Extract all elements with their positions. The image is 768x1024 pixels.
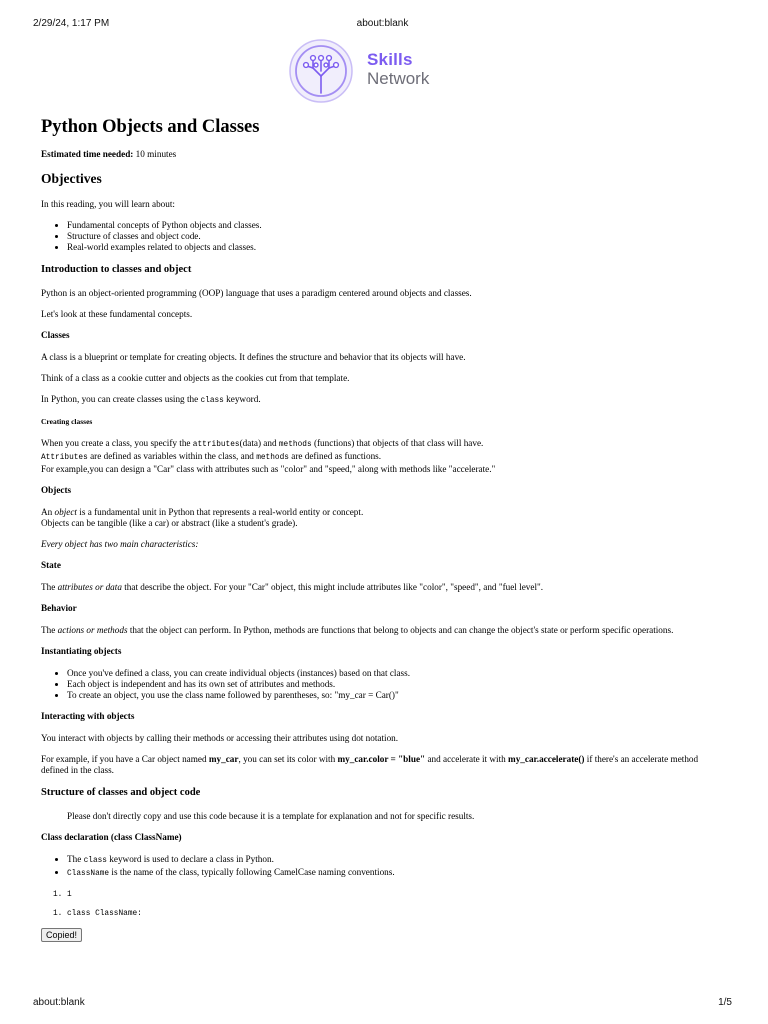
interacting-heading: Interacting with objects <box>41 711 135 721</box>
instantiating-list <box>67 668 721 701</box>
text-span: that the object can perform. In Python, methods are functions that belong to objects and can change the object's state or perform specific operations. <box>127 625 674 635</box>
document-body <box>41 116 721 942</box>
estimated-time-value: 10 minutes <box>135 149 177 159</box>
text-span: The <box>67 854 84 864</box>
text-span: (functions) that objects of that class will have. <box>311 438 484 448</box>
emphasis: actions or methods <box>57 625 128 635</box>
text-span: is the name of the class, typically following CamelCase naming conventions. <box>109 867 395 877</box>
behavior-heading: Behavior <box>41 603 77 613</box>
list-item: • Structure of classes and object code. <box>67 231 721 242</box>
structure-note: Please don't directly copy and use this code because it is a template for explanation and not for specific results. <box>67 811 475 821</box>
emphasis: object <box>54 507 77 517</box>
emphasis: Every object has two main characteristics: <box>41 539 199 549</box>
objects-line <box>41 507 721 518</box>
print-header <box>33 18 732 32</box>
class-declaration-list <box>67 854 721 880</box>
estimated-time <box>41 149 721 160</box>
interacting-paragraph: You interact with objects by calling their methods or accessing their attributes using dot notation. <box>41 733 399 743</box>
print-header-url: about:blank <box>356 18 409 29</box>
objects-heading: Objects <box>41 485 72 495</box>
intro-heading: Introduction to classes and object <box>41 264 192 275</box>
inline-code: attributes <box>192 441 240 449</box>
class-declaration-heading: Class declaration (class ClassName) <box>41 832 182 842</box>
inline-code: methods <box>278 441 312 449</box>
classes-paragraph <box>41 394 721 407</box>
list-item: • To create an object, you use the class name followed by parentheses, so: "my_car = Car()" <box>67 690 721 701</box>
text-span: keyword. <box>223 394 261 404</box>
interacting-paragraph <box>41 754 721 776</box>
emphasis: attributes or data <box>57 582 122 592</box>
objects-characteristics <box>41 539 721 550</box>
list-item: • Each object is independent and has its own set of attributes and methods. <box>67 679 721 690</box>
creating-classes-line <box>41 451 721 464</box>
structure-heading: Structure of classes and object code <box>41 787 201 798</box>
list-item <box>67 854 721 867</box>
text-span: are defined as variables within the class, and <box>87 451 257 461</box>
classes-paragraph: Think of a class as a cookie cutter and objects as the cookies cut from that template. <box>41 373 350 383</box>
intro-paragraph: Python is an object-oriented programming (OOP) language that uses a paradigm centered around objects and classes. <box>41 288 472 298</box>
text-span: , you can set its color with <box>238 754 338 764</box>
objectives-heading: Objectives <box>41 171 102 186</box>
inline-code: class <box>83 857 107 865</box>
list-item <box>67 867 721 880</box>
text-span: if there's an accelerate method defined in the class. <box>41 754 699 775</box>
bold-code: my_car.color = "blue" <box>337 754 426 764</box>
text-span: and accelerate it with <box>425 754 509 764</box>
page-number: 1/5 <box>718 997 732 1008</box>
text-span: that describe the object. For your "Car" object, this might include attributes like "color", "speed", and "fuel level". <box>121 582 544 592</box>
code-line: 1. class ClassName: <box>67 909 721 919</box>
bold-code: my_car <box>208 754 239 764</box>
creating-classes-line <box>41 438 721 451</box>
inline-code: class <box>200 397 224 405</box>
logo-text-skills: Skills <box>367 50 413 69</box>
inline-code: methods <box>256 454 289 462</box>
text-span: In Python, you can create classes using the <box>41 394 201 404</box>
logo-text-network: Network <box>367 69 430 88</box>
list-item: • Once you've defined a class, you can create individual objects (instances) based on that class. <box>67 668 721 679</box>
inline-code: ClassName <box>67 870 110 878</box>
state-heading: State <box>41 560 61 570</box>
behavior-paragraph <box>41 625 721 636</box>
text-span: keyword is used to declare a class in Python. <box>107 854 274 864</box>
text-span: An <box>41 507 55 517</box>
copy-code-button[interactable]: Copied! <box>41 928 82 942</box>
page-title: Python Objects and Classes <box>41 117 260 137</box>
classes-heading: Classes <box>41 330 70 340</box>
text-span: When you create a class, you specify the <box>41 438 193 448</box>
text-span: For example, if you have a Car object named <box>41 754 209 764</box>
creating-classes-line: For example,you can design a "Car" class with attributes such as "color" and "speed," along with methods like "accelerate." <box>41 464 496 474</box>
text-span: The <box>41 582 58 592</box>
print-footer-url: about:blank <box>33 997 85 1008</box>
print-datetime: 2/29/24, 1:17 PM <box>33 18 110 29</box>
code-line-number: 1. 1 <box>67 890 721 900</box>
skills-network-logo <box>286 38 478 104</box>
text-span: is a fundamental unit in Python that represents a real-world entity or concept. <box>76 507 364 517</box>
text-span: The <box>41 625 58 635</box>
code-block <box>67 909 721 919</box>
instantiating-heading: Instantiating objects <box>41 646 122 656</box>
estimated-time-label: Estimated time needed: <box>41 149 134 159</box>
skills-network-tree-icon <box>286 38 356 104</box>
text-span: (data) and <box>239 438 279 448</box>
inline-code: Attributes <box>41 454 88 462</box>
objectives-list <box>67 220 721 253</box>
print-footer <box>33 997 732 1011</box>
objects-line: Objects can be tangible (like a car) or abstract (like a student's grade). <box>41 518 298 528</box>
creating-classes-heading: Creating classes <box>41 417 93 426</box>
list-item: • Fundamental concepts of Python objects and classes. <box>67 220 721 231</box>
list-item: • Real-world examples related to objects and classes. <box>67 242 721 253</box>
text-span: are defined as functions. <box>288 451 382 461</box>
bold-code: my_car.accelerate() <box>508 754 585 764</box>
state-paragraph <box>41 582 721 593</box>
classes-paragraph: A class is a blueprint or template for creating objects. It defines the structure and behavior that its objects will have. <box>41 352 466 362</box>
intro-paragraph: Let's look at these fundamental concepts. <box>41 309 193 319</box>
code-line-numbers <box>67 890 721 900</box>
objectives-intro: In this reading, you will learn about: <box>41 199 175 209</box>
